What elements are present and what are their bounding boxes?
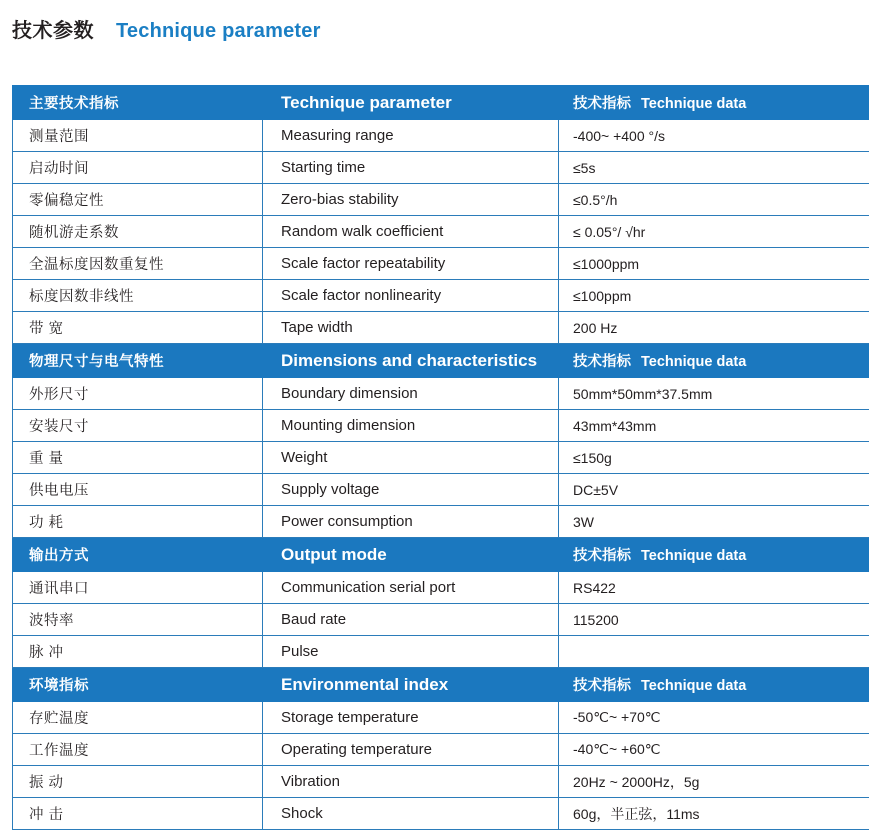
param-name-en: Tape width — [263, 312, 559, 344]
param-name-en: Scale factor repeatability — [263, 248, 559, 280]
section-header-cn: 主要技术指标 — [13, 86, 263, 120]
table-row — [13, 442, 869, 474]
table-row — [13, 184, 869, 216]
section-header-cn: 环境指标 — [13, 668, 263, 702]
param-name-cn: 标度因数非线性 — [13, 280, 263, 312]
section-header-data — [559, 344, 869, 378]
param-name-cn: 安装尺寸 — [13, 410, 263, 442]
section-header-data — [559, 86, 869, 120]
param-name-cn: 全温标度因数重复性 — [13, 248, 263, 280]
table-row — [13, 216, 869, 248]
section-header-data-en: Technique data — [641, 354, 747, 370]
page-title-en: Technique parameter — [116, 20, 321, 42]
table-row — [13, 702, 869, 734]
section-header-cn: 物理尺寸与电气特性 — [13, 344, 263, 378]
table-row — [13, 312, 869, 344]
section-header-data-cn: 技术指标 — [573, 548, 631, 564]
param-name-en: Mounting dimension — [263, 410, 559, 442]
section-header-data-cn: 技术指标 — [573, 96, 631, 112]
param-name-en: Operating temperature — [263, 734, 559, 766]
table-row — [13, 152, 869, 184]
table-row — [13, 636, 869, 668]
param-name-en: Vibration — [263, 766, 559, 798]
param-name-cn: 随机游走系数 — [13, 216, 263, 248]
param-name-en: Starting time — [263, 152, 559, 184]
param-value: 60g，半正弦，11ms — [559, 798, 869, 830]
param-name-en: Pulse — [263, 636, 559, 668]
page-title-cn: 技术参数 — [12, 20, 94, 42]
table-row — [13, 410, 869, 442]
param-name-en: Communication serial port — [263, 572, 559, 604]
param-value: 3W — [559, 506, 869, 538]
param-value: -50℃~ +70℃ — [559, 702, 869, 734]
page-title — [12, 14, 321, 43]
table-row — [13, 280, 869, 312]
param-name-cn: 供电电压 — [13, 474, 263, 506]
param-value: -400~ +400 °/s — [559, 120, 869, 152]
param-value: ≤100ppm — [559, 280, 869, 312]
param-value: ≤ 0.05°/ √hr — [559, 216, 869, 248]
section-header-row — [13, 344, 869, 378]
section-header-en: Environmental index — [263, 668, 559, 702]
param-value: 20Hz ~ 2000Hz，5g — [559, 766, 869, 798]
table-body — [13, 86, 869, 830]
section-header-data-cn: 技术指标 — [573, 678, 631, 694]
param-name-cn: 外形尺寸 — [13, 378, 263, 410]
param-value: 43mm*43mm — [559, 410, 869, 442]
section-header-data — [559, 668, 869, 702]
param-name-en: Weight — [263, 442, 559, 474]
table-row — [13, 766, 869, 798]
param-name-en: Zero-bias stability — [263, 184, 559, 216]
section-header-en: Output mode — [263, 538, 559, 572]
param-name-cn: 功 耗 — [13, 506, 263, 538]
param-name-en: Scale factor nonlinearity — [263, 280, 559, 312]
section-header-data — [559, 538, 869, 572]
param-value — [559, 636, 869, 668]
table-row — [13, 474, 869, 506]
table-row — [13, 378, 869, 410]
table-row — [13, 572, 869, 604]
param-value: ≤5s — [559, 152, 869, 184]
table-row — [13, 120, 869, 152]
param-value: 115200 — [559, 604, 869, 636]
table-row — [13, 248, 869, 280]
section-header-row — [13, 86, 869, 120]
section-header-data-en: Technique data — [641, 678, 747, 694]
table-row — [13, 734, 869, 766]
section-header-row — [13, 538, 869, 572]
section-header-data-en: Technique data — [641, 96, 747, 112]
param-name-cn: 工作温度 — [13, 734, 263, 766]
param-name-cn: 存贮温度 — [13, 702, 263, 734]
param-value: ≤1000ppm — [559, 248, 869, 280]
table-row — [13, 506, 869, 538]
technique-parameter-table — [12, 85, 869, 830]
param-value: 200 Hz — [559, 312, 869, 344]
table-row — [13, 798, 869, 830]
param-name-cn: 波特率 — [13, 604, 263, 636]
section-header-en: Technique parameter — [263, 86, 559, 120]
param-name-en: Power consumption — [263, 506, 559, 538]
param-name-en: Shock — [263, 798, 559, 830]
param-value: DC±5V — [559, 474, 869, 506]
param-name-cn: 启动时间 — [13, 152, 263, 184]
param-name-cn: 重 量 — [13, 442, 263, 474]
param-value: RS422 — [559, 572, 869, 604]
section-header-data-cn: 技术指标 — [573, 354, 631, 370]
param-name-en: Measuring range — [263, 120, 559, 152]
section-header-cn: 输出方式 — [13, 538, 263, 572]
param-name-cn: 通讯串口 — [13, 572, 263, 604]
table-row — [13, 604, 869, 636]
param-value: -40℃~ +60℃ — [559, 734, 869, 766]
param-name-en: Baud rate — [263, 604, 559, 636]
param-name-en: Random walk coefficient — [263, 216, 559, 248]
param-name-cn: 零偏稳定性 — [13, 184, 263, 216]
param-name-en: Boundary dimension — [263, 378, 559, 410]
param-value: 50mm*50mm*37.5mm — [559, 378, 869, 410]
section-header-row — [13, 668, 869, 702]
param-name-cn: 振 动 — [13, 766, 263, 798]
param-value: ≤0.5°/h — [559, 184, 869, 216]
section-header-data-en: Technique data — [641, 548, 747, 564]
param-name-cn: 带 宽 — [13, 312, 263, 344]
param-name-en: Supply voltage — [263, 474, 559, 506]
param-name-cn: 测量范围 — [13, 120, 263, 152]
param-name-en: Storage temperature — [263, 702, 559, 734]
section-header-en: Dimensions and characteristics — [263, 344, 559, 378]
param-name-cn: 脉 冲 — [13, 636, 263, 668]
param-value: ≤150g — [559, 442, 869, 474]
param-name-cn: 冲 击 — [13, 798, 263, 830]
